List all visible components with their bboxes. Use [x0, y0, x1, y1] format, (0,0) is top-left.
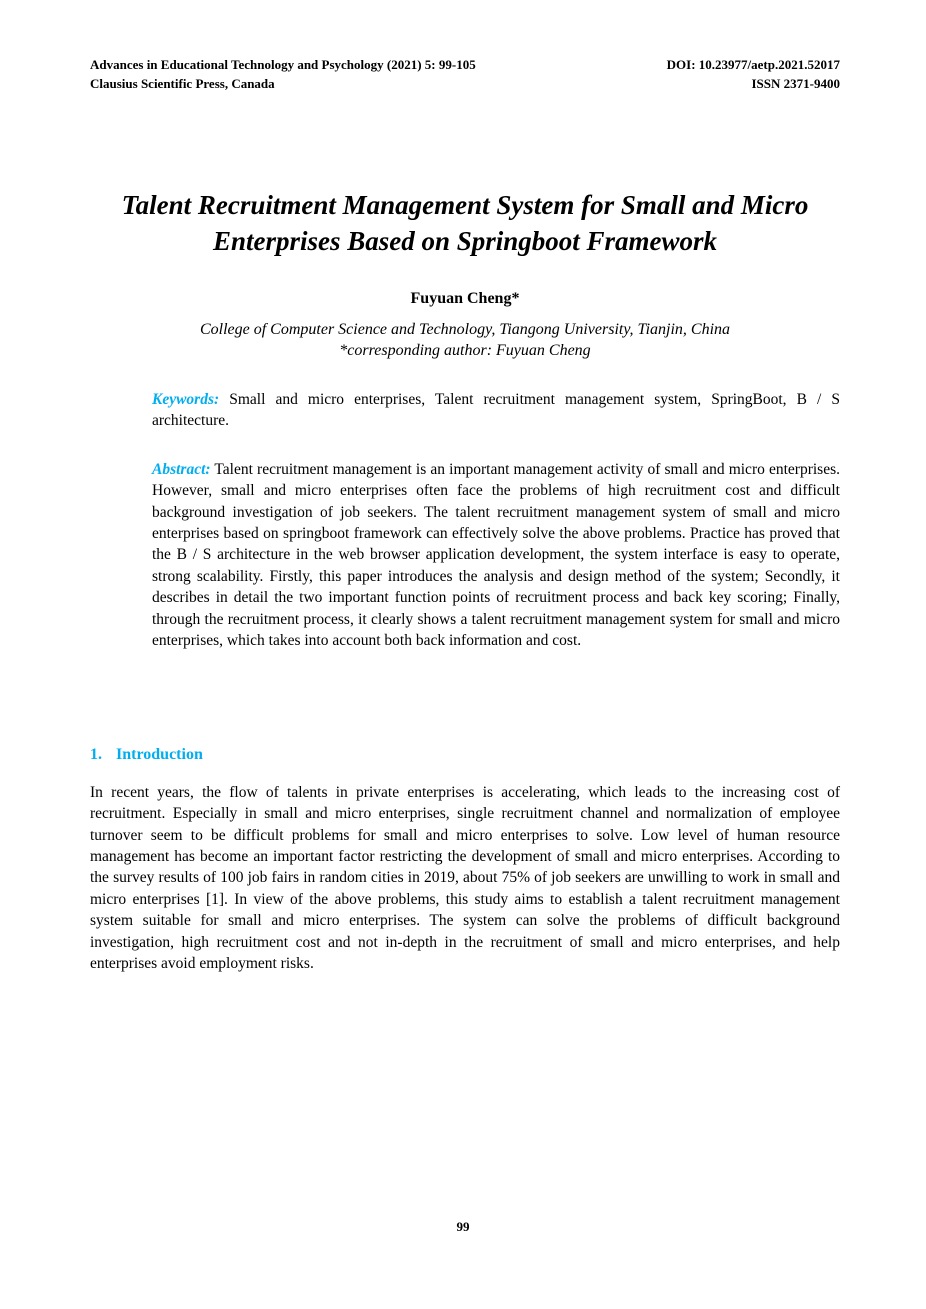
- introduction-paragraph: In recent years, the flow of talents in private enterprises is accelerating, which leads to the increasing cost of recruitment. Especially in small and micro enterprises, single recruitment channel and normalization of employee turnover seem to be difficult problems for small and micro enterprises to solve. Low level of human resource management has become an important factor restricting the development of small and micro enterprises. According to the survey results of 100 job fairs in random cities in 2019, about 75% of job seekers are unwilling to work in small and micro enterprises [1]. In view of the above problems, this study aims to establish a talent recruitment management system suitable for small and micro enterprises. The system can solve the problems of difficult background investigation, high recruitment cost and not in-depth in the recruitment of small and micro enterprises, and help enterprises avoid employment risks.: [90, 783, 840, 973]
- publisher-line: Clausius Scientific Press, Canada: [90, 75, 275, 91]
- abstract-text: Talent recruitment management is an important management activity of small and micro enterprises. However, small and micro enterprises often face the problems of high recruitment cost and difficult background investigation of job seekers. The talent recruitment management system of small and micro enterprises based on springboot framework can effectively solve the above problems. Practice has proved that the B / S architecture in the web browser application development, the system interface is easy to operate, strong scalability. Firstly, this paper introduces the analysis and design method of the system; Secondly, it describes in detail the two important function points of recruitment process and back key scoring; Finally, through the recruitment process, it clearly shows a talent recruitment management system for small and micro enterprises, which takes into account both back information and cost.: [152, 460, 840, 650]
- abstract-paragraph: [152, 459, 840, 652]
- paper-title: Talent Recruitment Management System for Small and Micro Enterprises Based on Springboot Framework: [121, 189, 809, 256]
- author-name: Fuyuan Cheng*: [410, 289, 520, 307]
- abstract-label: Abstract:: [152, 460, 211, 478]
- affiliation: College of Computer Science and Technology, Tiangong University, Tianjin, China: [199, 320, 731, 338]
- section-heading-introduction: [90, 746, 840, 764]
- keywords-text: Small and micro enterprises, Talent recruitment management system, SpringBoot, B / S architecture.: [152, 390, 840, 430]
- section-title: Introduction: [116, 745, 203, 763]
- journal-title-line: Advances in Educational Technology and Psychology (2021) 5: 99-105: [90, 57, 476, 72]
- page-header: [90, 56, 840, 94]
- page-number: 99: [456, 1219, 470, 1234]
- keywords-paragraph: [152, 389, 840, 432]
- issn-line: ISSN 2371-9400: [751, 75, 840, 91]
- corresponding-author-line: *corresponding author: Fuyuan Cheng: [339, 342, 591, 360]
- identifier-info: [667, 56, 840, 94]
- doi-line: DOI: 10.23977/aetp.2021.52017: [666, 57, 840, 72]
- keywords-label: Keywords:: [152, 390, 220, 408]
- section-number: 1.: [90, 745, 102, 763]
- journal-info: [90, 56, 476, 94]
